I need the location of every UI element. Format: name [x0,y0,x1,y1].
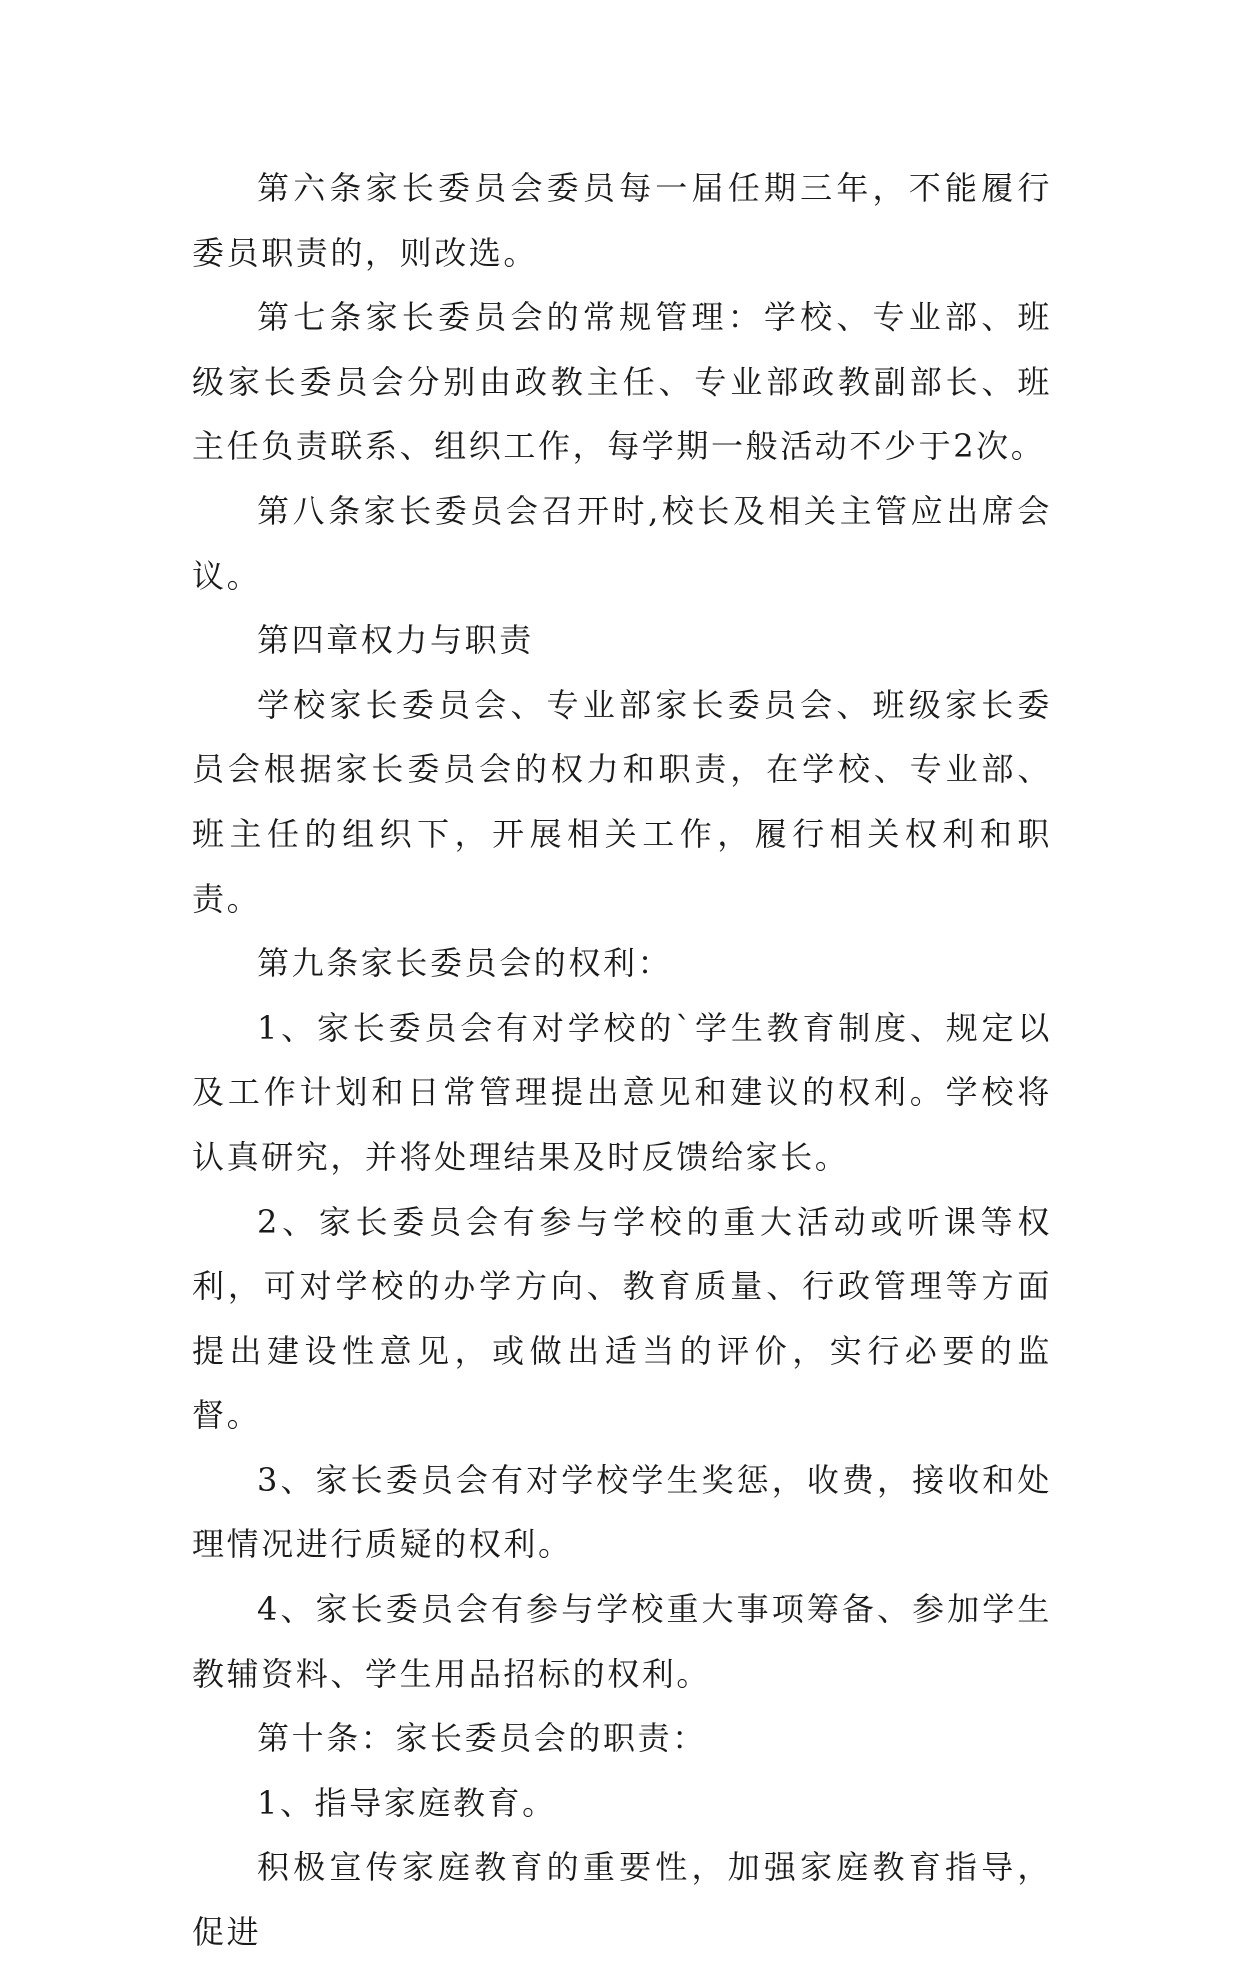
list-item-duty-1: 1、指导家庭教育。 [257,1783,557,1822]
list-item-right-1: 1、家长委员会有对学校的`学生教育制度、规定以及工作计划和日常管理提出意见和建议的权利。学校将认真研究，并将处理结果及时反馈给家长。 [192,1008,1052,1176]
list-item-right-4: 4、家长委员会有参与学校重大事项筹备、参加学生教辅资料、学生用品招标的权利。 [192,1590,1052,1693]
paragraph-article-8: 第八条家长委员会召开时,校长及相关主管应出席会议。 [192,491,1052,595]
paragraph-article-10: 第十条：家长委员会的职责： [257,1719,707,1758]
document-body [192,156,1052,1965]
list-item-right-3: 3、家长委员会有对学校学生奖惩，收费，接收和处理情况进行质疑的权利。 [192,1460,1052,1564]
list-item-right-2: 2、家长委员会有参与学校的重大活动或听课等权利，可对学校的办学方向、教育质量、行政管理等方面提出建设性意见，或做出适当的评价，实行必要的监督。 [192,1202,1052,1435]
paragraph-article-6: 第六条家长委员会委员每一届任期三年，不能履行委员职责的，则改选。 [192,169,1052,272]
paragraph-chapter-intro: 学校家长委员会、专业部家长委员会、班级家长委员会根据家长委员会的权力和职责，在学校、专业部、班主任的组织下，开展相关工作，履行相关权利和职责。 [192,685,1052,918]
paragraph-duty-1-body: 积极宣传家庭教育的重要性，加强家庭教育指导，促进 [192,1848,1052,1952]
paragraph-article-9: 第九条家长委员会的权利： [257,944,673,983]
paragraph-article-7: 第七条家长委员会的常规管理：学校、专业部、班级家长委员会分别由政教主任、专业部政教副部长、班主任负责联系、组织工作，每学期一般活动不少于2次。 [192,298,1052,466]
chapter-heading: 第四章权力与职责 [257,621,534,660]
